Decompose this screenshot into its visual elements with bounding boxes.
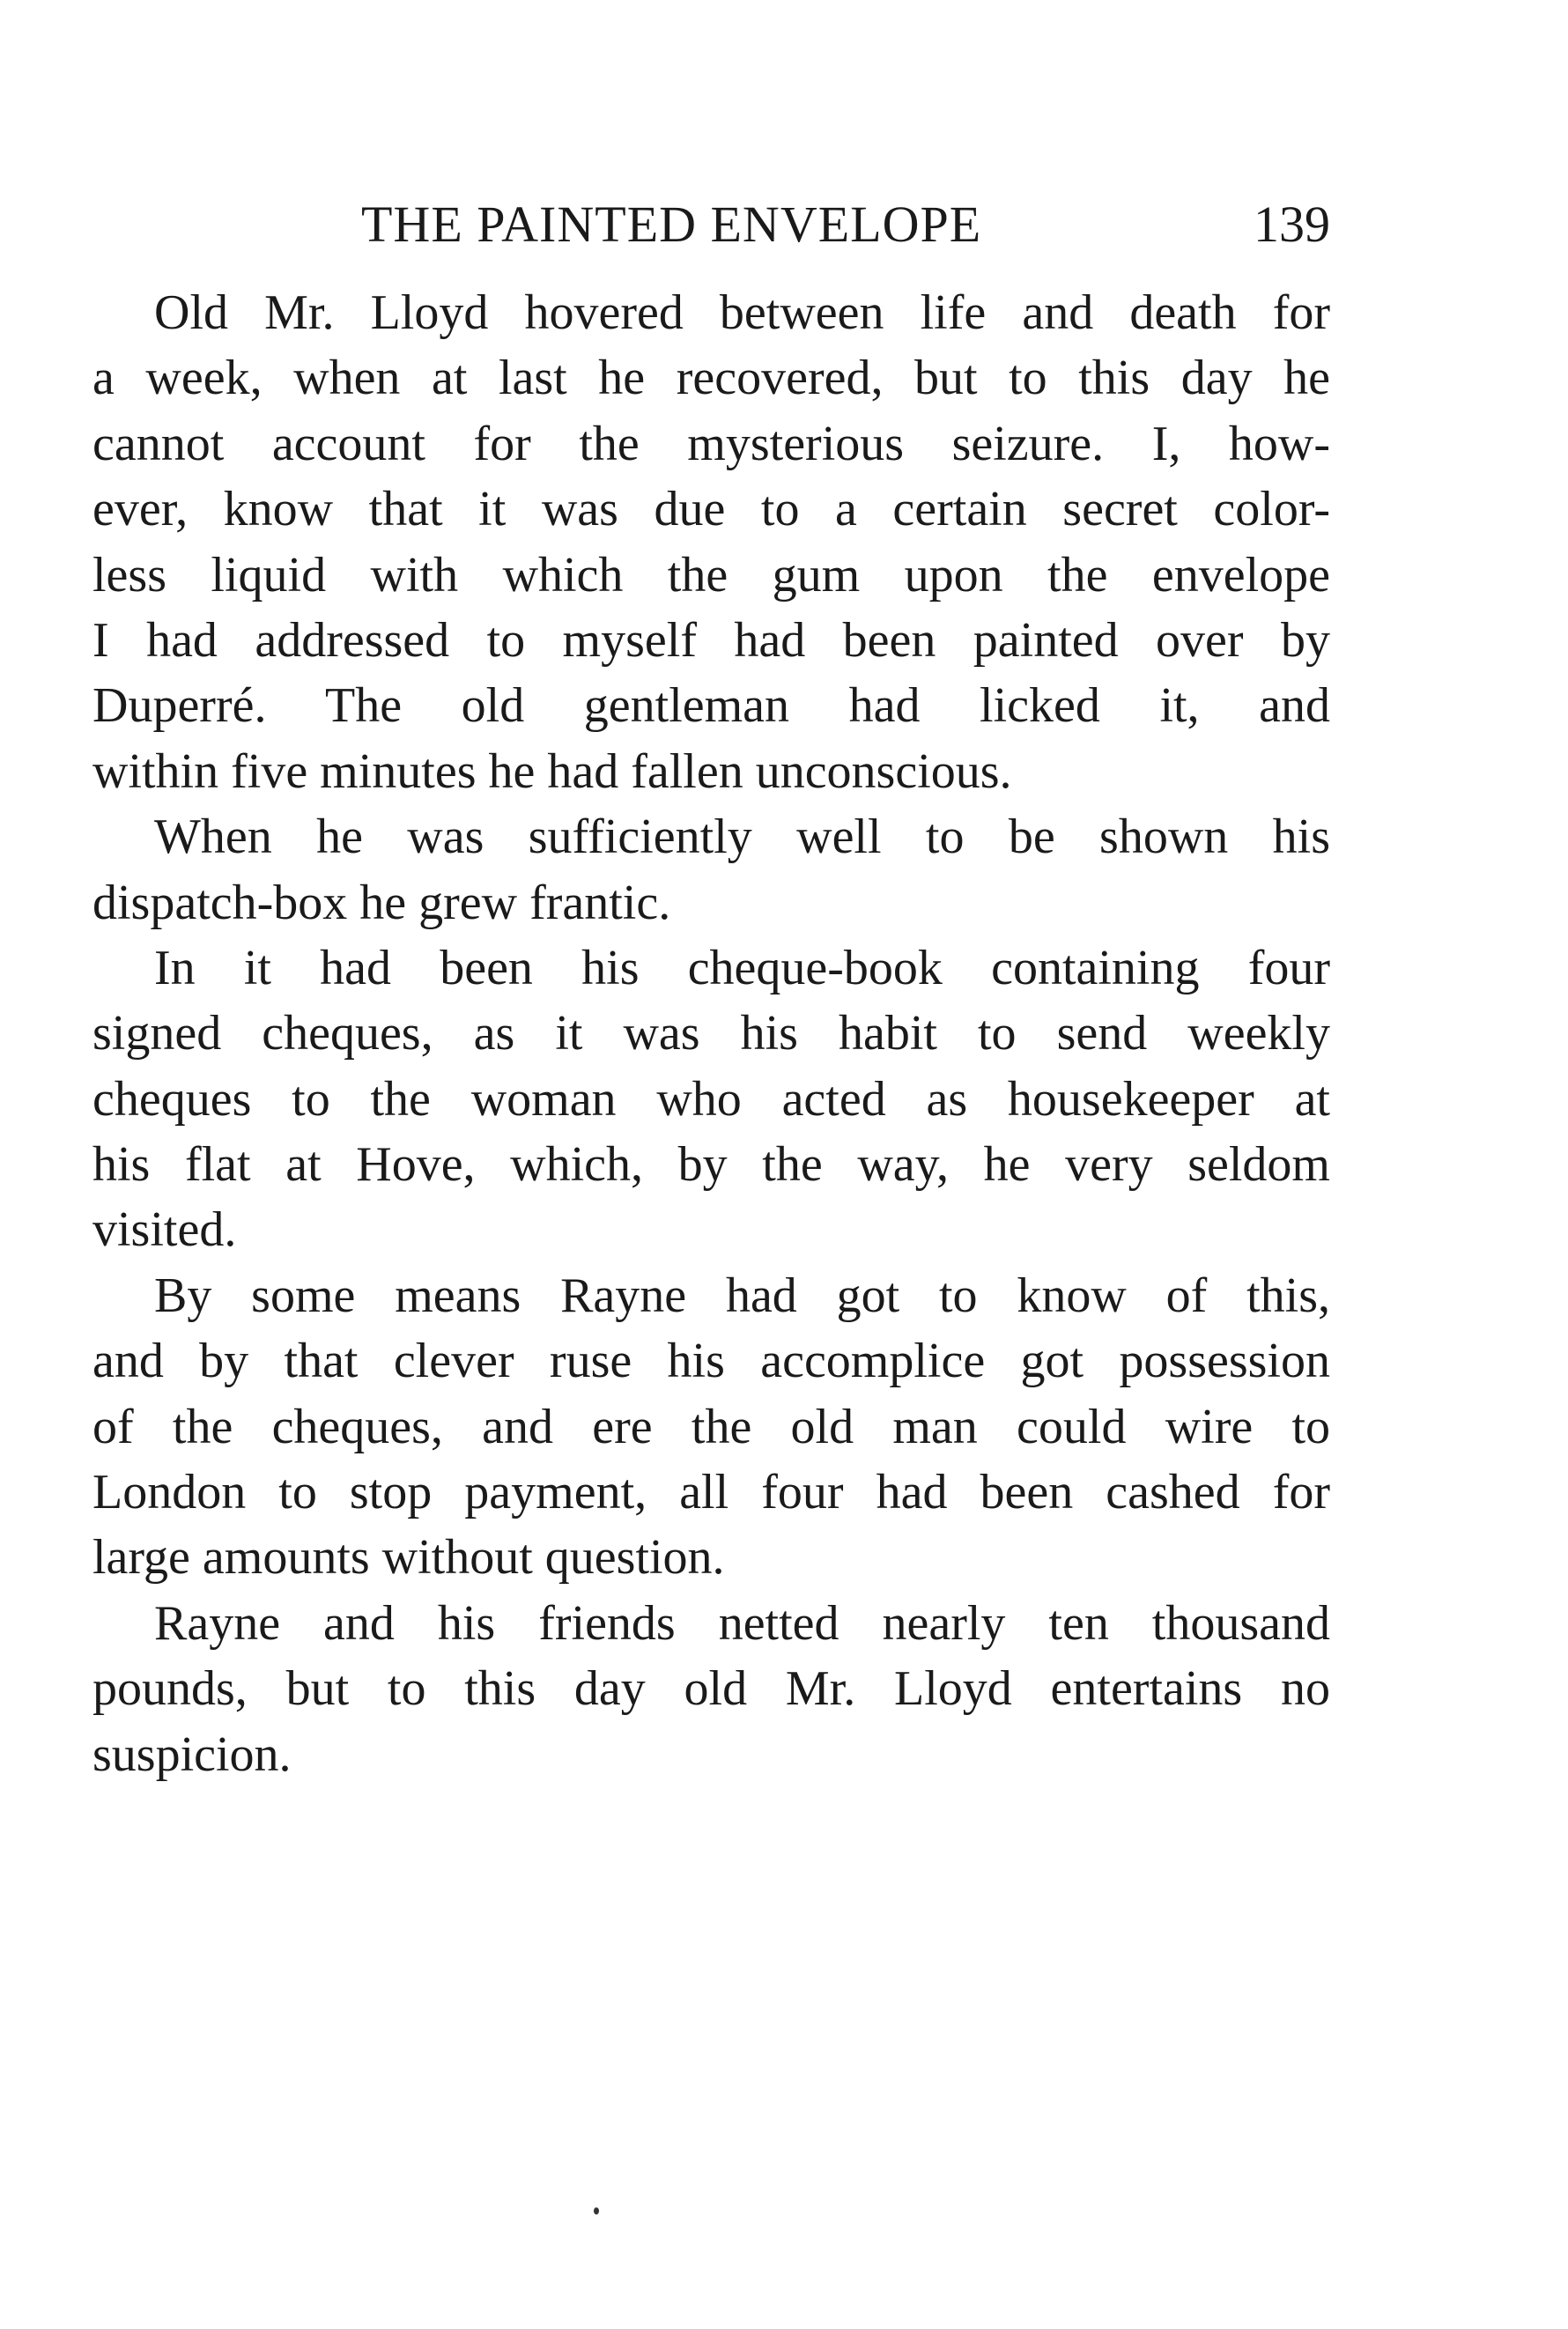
text-line: When he was sufficiently well to be shown his (154, 810, 1330, 865)
ink-speck (594, 2207, 599, 2214)
text-line: cannot account for the mysterious seizure. I, how- (92, 416, 1330, 471)
paragraph-2 (92, 804, 1330, 935)
text-line: his flat at Hove, which, by the way, he very seldom (92, 1137, 1330, 1193)
text-line: cheques to the woman who acted as housekeeper at (92, 1071, 1330, 1127)
text-line: London to stop payment, all four had been cashed for (92, 1465, 1330, 1520)
text-line: I had addressed to myself had been painted over by (92, 612, 1330, 668)
text-line: within five minutes he had fallen unconscious. (92, 743, 1012, 799)
paragraph-3 (92, 935, 1330, 1263)
text-line: Duperré. The old gentleman had licked it, and (92, 678, 1330, 734)
text-line: a week, when at last he recovered, but to this day he (92, 351, 1330, 406)
text-line: suspicion. (92, 1726, 292, 1782)
paragraph-1 (92, 280, 1330, 804)
text-line: signed cheques, as it was his habit to send weekly (92, 1006, 1330, 1061)
text-line: By some means Rayne had got to know of this, (154, 1268, 1330, 1323)
running-head (92, 189, 1330, 260)
text-line: dispatch-box he grew frantic. (92, 875, 671, 930)
paragraph-4 (92, 1263, 1330, 1591)
body-text (92, 280, 1330, 1787)
text-line: Rayne and his friends netted nearly ten thousand (154, 1595, 1330, 1651)
paragraph-5 (92, 1591, 1330, 1787)
text-line: visited. (92, 1202, 237, 1258)
text-line: pounds, but to this day old Mr. Lloyd entertains no (92, 1661, 1330, 1717)
page-number: 139 (1254, 196, 1330, 253)
text-line: ever, know that it was due to a certain secret color- (92, 482, 1330, 537)
text-line: and by that clever ruse his accomplice got possession (92, 1334, 1330, 1389)
text-line: less liquid with which the gum upon the envelope (92, 547, 1330, 603)
text-line: large amounts without question. (92, 1530, 725, 1586)
text-line: Old Mr. Lloyd hovered between life and death for (154, 285, 1330, 340)
text-line: In it had been his cheque-book containing four (154, 940, 1330, 995)
text-line: of the cheques, and ere the old man could wire to (92, 1399, 1330, 1454)
running-title: THE PAINTED ENVELOPE (361, 196, 982, 253)
